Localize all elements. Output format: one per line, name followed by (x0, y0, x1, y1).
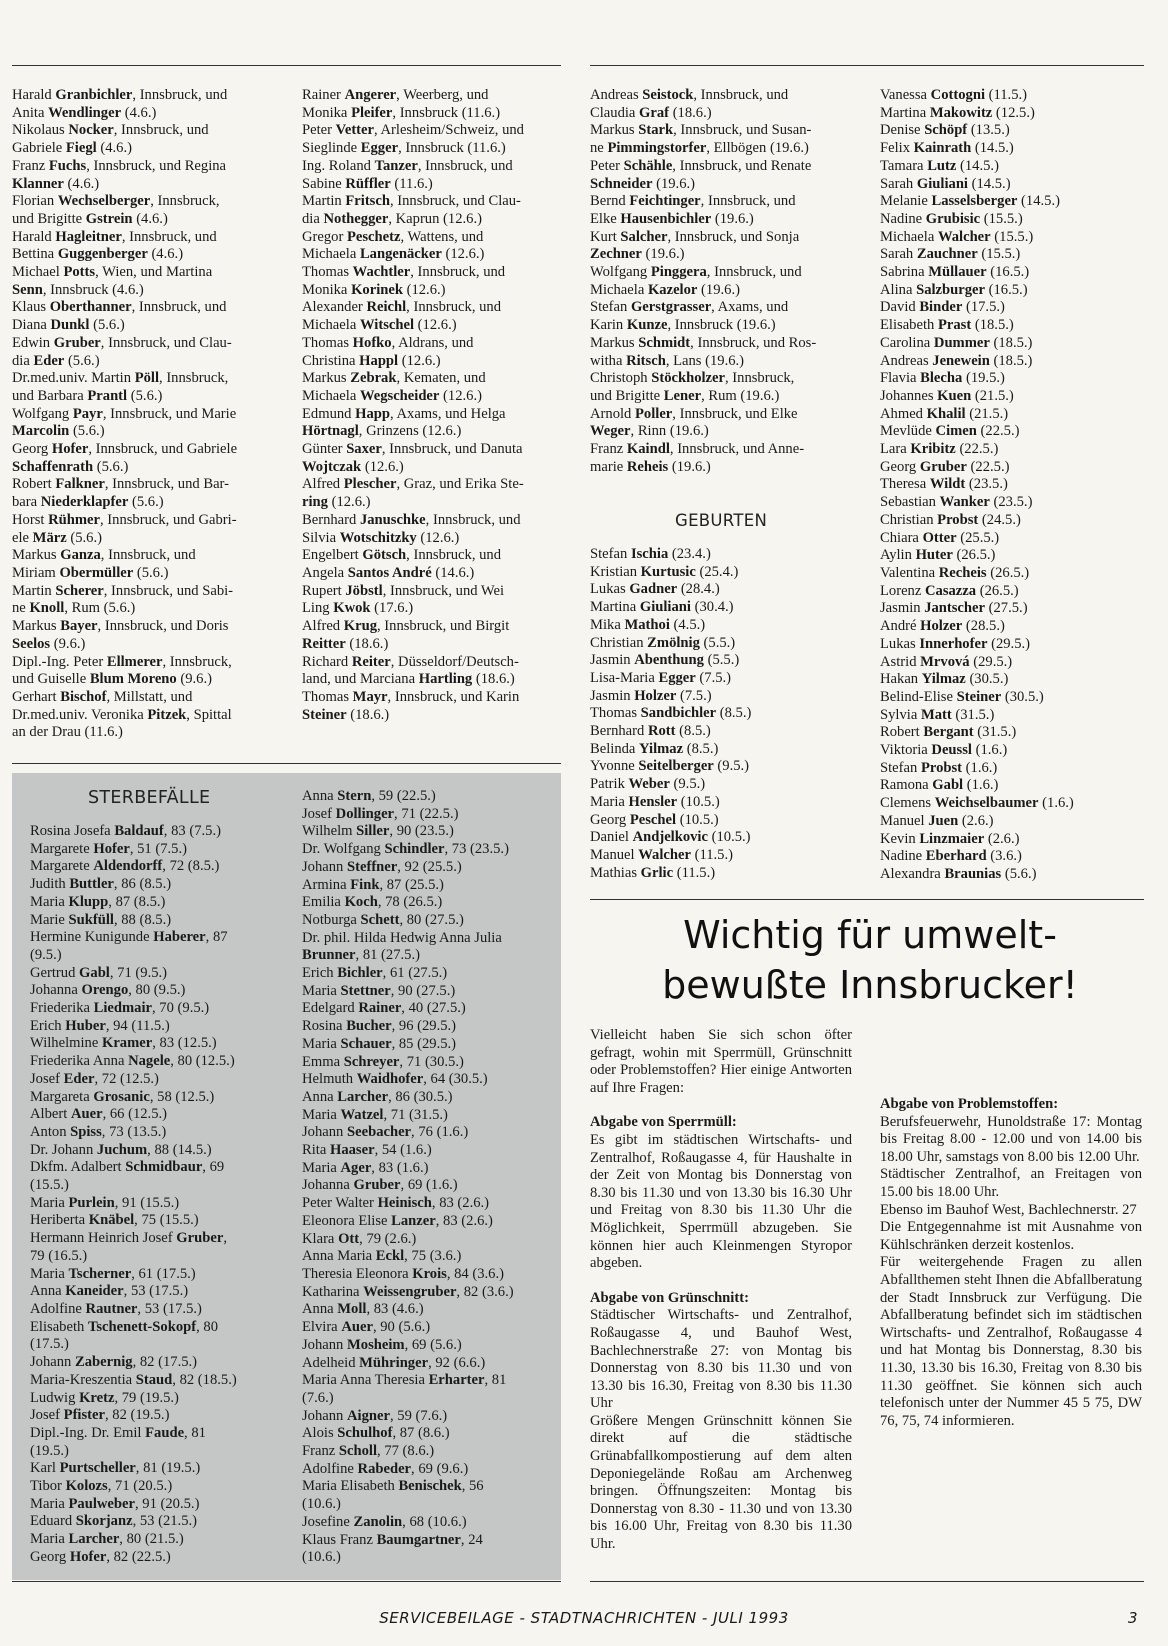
gruenschnitt-heading: Abgabe von Grünschnitt: (590, 1289, 749, 1306)
list-entry: Lukas Innerhofer (29.5.) (880, 635, 1030, 652)
list-entry: Dr. phil. Hilda Hedwig Anna Julia (302, 929, 502, 946)
top-rule-left (12, 65, 561, 66)
list-entry: Dipl.-Ing. Peter Ellmerer, Innsbruck, (12, 653, 232, 670)
list-entry: Diana Dunkl (5.6.) (12, 317, 125, 334)
list-entry: Tibor Kolozs, 71 (20.5.) (30, 1478, 173, 1495)
births-title: GEBURTEN (675, 511, 768, 530)
list-entry: ne Pimmingstorfer, Ellbögen (19.6.) (590, 140, 809, 157)
list-entry: Lara Kribitz (22.5.) (880, 441, 999, 458)
list-entry: Franz Kaindl, Innsbruck, und Anne- (590, 441, 805, 458)
list-entry: Georg Hofer, Innsbruck, und Gabriele (12, 441, 238, 458)
deaths-top-rule (12, 763, 561, 764)
list-entry: Wilhelm Siller, 90 (23.5.) (302, 823, 454, 840)
list-entry: Richard Reiter, Düsseldorf/Deutsch- (302, 653, 519, 670)
list-entry: Emma Schreyer, 71 (30.5.) (302, 1053, 464, 1070)
list-entry: Josef Dollinger, 71 (22.5.) (302, 805, 459, 822)
list-entry: Maria Stettner, 90 (27.5.) (302, 982, 456, 999)
list-entry: Johanna Orengo, 80 (9.5.) (30, 982, 186, 999)
list-entry: Marie Sukfüll, 88 (8.5.) (30, 911, 172, 928)
list-entry: André Holzer (28.5.) (880, 618, 1005, 635)
list-entry: Markus Ganza, Innsbruck, und (12, 547, 196, 564)
list-entry: (7.6.) (302, 1389, 334, 1406)
page-number: 3 (1128, 1609, 1138, 1627)
list-entry: Helmuth Waidhofer, 64 (30.5.) (302, 1071, 488, 1088)
list-entry: Franz Fuchs, Innsbruck, und Regina (12, 157, 227, 174)
list-entry: Klaus Franz Baumgartner, 24 (302, 1531, 483, 1548)
list-entry: Harald Hagleitner, Innsbruck, und (12, 228, 217, 245)
list-entry: Zechner (19.6.) (590, 246, 685, 263)
list-entry: Edelgard Rainer, 40 (27.5.) (302, 1000, 466, 1017)
list-entry: Edwin Gruber, Innsbruck, und Clau- (12, 334, 232, 351)
list-entry: Jasmin Holzer (7.5.) (590, 687, 712, 704)
list-entry: Christian Zmölnig (5.5.) (590, 634, 736, 651)
sperrmuell-heading: Abgabe von Sperrmüll: (590, 1114, 737, 1131)
list-entry: Vanessa Cottogni (11.5.) (880, 87, 1028, 103)
list-entry: Alina Salzburger (16.5.) (880, 281, 1028, 298)
list-entry: Lorenz Casazza (26.5.) (880, 582, 1019, 599)
list-entry: Maria-Kreszentia Staud, 82 (18.5.) (30, 1371, 237, 1388)
list-entry: Alexandra Braunias (5.6.) (880, 865, 1037, 882)
list-entry: Georg Gruber (22.5.) (880, 458, 1010, 475)
list-entry: Anna Kaneider, 53 (17.5.) (30, 1283, 189, 1300)
list-entry: Stefan Gerstgrasser, Axams, und (590, 299, 789, 316)
list-entry: Michaela Wegscheider (12.6.) (302, 387, 482, 404)
weddings-column-1 (12, 87, 277, 742)
list-entry: Hörtnagl, Grinzens (12.6.) (302, 423, 462, 440)
list-entry: Hermann Heinrich Josef Gruber, (30, 1230, 227, 1247)
list-entry: Silvia Wotschitzky (12.6.) (302, 529, 460, 546)
list-entry: Gabriele Fiegl (4.6.) (12, 140, 132, 157)
list-entry: Bernhard Januschke, Innsbruck, und (302, 511, 521, 528)
list-entry: Thomas Mayr, Innsbruck, und Karin (302, 688, 520, 705)
list-entry: Ling Kwok (17.6.) (302, 600, 414, 617)
list-entry: Michaela Witschel (12.6.) (302, 317, 457, 334)
list-entry: Ramona Gabl (1.6.) (880, 777, 999, 794)
list-entry: Erich Bichler, 61 (27.5.) (302, 965, 448, 982)
list-entry: Maria Tscherner, 61 (17.5.) (30, 1265, 196, 1282)
list-entry: Johann Steffner, 92 (25.5.) (302, 858, 462, 875)
list-entry: ele März (5.6.) (12, 529, 102, 546)
list-entry: ne Knoll, Rum (5.6.) (12, 600, 136, 617)
list-entry: Wojtczak (12.6.) (302, 458, 404, 475)
list-entry: Ahmed Khalil (21.5.) (880, 405, 1009, 422)
list-entry: und Brigitte Lener, Rum (19.6.) (590, 387, 780, 404)
list-entry: 79 (16.5.) (30, 1247, 88, 1264)
list-entry: Dkfm. Adalbert Schmidbaur, 69 (30, 1159, 225, 1176)
list-entry: Josef Eder, 72 (12.5.) (30, 1070, 159, 1087)
list-entry: Weger, Rinn (19.6.) (590, 423, 709, 440)
list-entry: Anna Moll, 83 (4.6.) (302, 1301, 424, 1318)
list-entry: Clemens Weichselbaumer (1.6.) (880, 795, 1074, 812)
list-entry: Gregor Peschetz, Wattens, und (302, 228, 484, 245)
list-entry: (10.6.) (302, 1496, 341, 1513)
list-entry: Angela Santos André (14.6.) (302, 564, 475, 581)
list-entry: Maria Schauer, 85 (29.5.) (302, 1035, 457, 1052)
list-entry: Belinda Yilmaz (8.5.) (590, 740, 719, 757)
list-entry: Alexander Reichl, Innsbruck, und (302, 299, 502, 316)
list-entry: Arnold Poller, Innsbruck, und Elke (590, 405, 798, 422)
list-entry: Margareta Grosanic, 58 (12.5.) (30, 1088, 215, 1105)
list-entry: Gertrud Gabl, 71 (9.5.) (30, 964, 168, 981)
weddings-column-3 (590, 87, 860, 476)
list-entry: Heriberta Knäbel, 75 (15.5.) (30, 1212, 199, 1229)
list-entry: Alfred Krug, Innsbruck, und Birgit (302, 618, 510, 635)
list-entry: ring (12.6.) (302, 494, 371, 511)
list-entry: Klaus Oberthanner, Innsbruck, und (12, 299, 227, 316)
list-entry: Martina Giuliani (30.4.) (590, 599, 734, 616)
list-entry: Reitter (18.6.) (302, 635, 389, 652)
list-entry: Peter Vetter, Arlesheim/Schweiz, und (302, 122, 524, 139)
list-entry: Wilhelmine Kramer, 83 (12.5.) (30, 1035, 217, 1052)
list-entry: und Barbara Prantl (5.6.) (12, 387, 163, 404)
list-entry: Sarah Zauchner (15.5.) (880, 246, 1021, 263)
list-entry: Ludwig Kretz, 79 (19.5.) (30, 1389, 179, 1406)
list-entry: Anton Spiss, 73 (13.5.) (30, 1123, 167, 1140)
list-entry: Mathias Grlic (11.5.) (590, 864, 716, 881)
list-entry: Thomas Sandbichler (8.5.) (590, 705, 752, 722)
list-entry: Maria Purlein, 91 (15.5.) (30, 1194, 180, 1211)
list-entry: Thomas Wachtler, Innsbruck, und (302, 264, 506, 281)
list-entry: Senn, Innsbruck (4.6.) (12, 281, 144, 298)
list-entry: Valentina Recheis (26.5.) (880, 564, 1030, 581)
list-entry: Judith Buttler, 86 (8.5.) (30, 876, 172, 893)
list-entry: Claudia Graf (18.6.) (590, 104, 712, 121)
list-entry: Johann Mosheim, 69 (5.6.) (302, 1336, 462, 1353)
list-entry: Elvira Auer, 90 (5.6.) (302, 1319, 431, 1336)
list-entry: Emilia Koch, 78 (26.5.) (302, 894, 443, 911)
list-entry: Edmund Happ, Axams, und Helga (302, 405, 506, 422)
list-entry: Markus Bayer, Innsbruck, und Doris (12, 618, 229, 635)
list-entry: Armina Fink, 87 (25.5.) (302, 876, 444, 893)
list-entry: Maria Paulweber, 91 (20.5.) (30, 1495, 200, 1512)
list-entry: Wolfgang Pinggera, Innsbruck, und (590, 264, 802, 281)
list-entry: Seelos (9.6.) (12, 635, 86, 652)
list-entry: Maria Hensler (10.5.) (590, 793, 720, 810)
list-entry: Sabine Rüffler (11.6.) (302, 175, 433, 192)
list-entry: Maria Watzel, 71 (31.5.) (302, 1106, 448, 1123)
gruenschnitt-text-2: Größere Mengen Grünschnitt können Sie direkt auf die städtische Grünabfallkompostierung auf dem alten Deponiegelände Roßau am Archenweg bringen. Öffnungszeiten: Montag bis Donnerstag von 8.30 - 11.30 und von 13.30 bis 16.00 Uhr, Freitag von 8.30 bis 11.30 Uhr. (590, 1412, 852, 1553)
list-entry: Ing. Roland Tanzer, Innsbruck, und (302, 157, 513, 174)
list-entry: Lisa-Maria Egger (7.5.) (590, 669, 732, 686)
list-entry: Maria Larcher, 80 (21.5.) (30, 1531, 184, 1548)
list-entry: Denise Schöpf (13.5.) (880, 122, 1010, 139)
list-entry: Sabrina Müllauer (16.5.) (880, 264, 1030, 281)
weddings-column-2 (302, 87, 562, 724)
list-entry: Dr.med.univ. Veronika Pitzek, Spittal (12, 706, 232, 723)
list-entry: David Binder (17.5.) (880, 299, 1005, 316)
article-intro: Vielleicht haben Sie sich schon öfter gefragt, wohin mit Sperrmüll, Grünschnitt oder Problemstoffen? Hier einige Antworten auf Ihre Fragen: (590, 1027, 852, 1096)
list-entry: Albert Auer, 66 (12.5.) (30, 1106, 168, 1123)
list-entry: Manuel Juen (2.6.) (880, 812, 994, 829)
list-entry: Monika Korinek (12.6.) (302, 281, 446, 298)
list-entry: Kristian Kurtusic (25.4.) (590, 563, 739, 580)
list-entry: Stefan Ischia (23.4.) (590, 546, 711, 562)
list-entry: Rita Haaser, 54 (1.6.) (302, 1142, 432, 1159)
problemstoffe-heading: Abgabe von Problemstoffen: (880, 1096, 1059, 1112)
list-entry: Robert Falkner, Innsbruck, und Bar- (12, 476, 229, 493)
list-entry: Flavia Blecha (19.5.) (880, 370, 1005, 387)
list-entry: Manuel Walcher (11.5.) (590, 846, 733, 863)
list-entry: Günter Saxer, Innsbruck, und Danuta (302, 441, 523, 458)
list-entry: Friederika Anna Nagele, 80 (12.5.) (30, 1053, 235, 1070)
list-entry: Sarah Giuliani (14.5.) (880, 175, 1011, 192)
list-entry: Notburga Schett, 80 (27.5.) (302, 911, 464, 928)
list-entry: Hakan Yilmaz (30.5.) (880, 671, 1009, 688)
list-entry: Horst Rühmer, Innsbruck, und Gabri- (12, 511, 237, 528)
list-entry: Andreas Jenewein (18.5.) (880, 352, 1033, 369)
list-entry: Josefine Zanolin, 68 (10.6.) (302, 1513, 467, 1530)
list-entry: Johanna Gruber, 69 (1.6.) (302, 1177, 458, 1194)
list-entry: Steiner (18.6.) (302, 706, 390, 723)
list-entry: Theresia Eleonora Krois, 84 (3.6.) (302, 1265, 504, 1282)
list-entry: Aylin Huter (26.5.) (880, 547, 996, 564)
list-entry: Chiara Otter (25.5.) (880, 529, 1000, 546)
list-entry: Eduard Skorjanz, 53 (21.5.) (30, 1513, 198, 1530)
list-entry: Dr. Johann Juchum, 88 (14.5.) (30, 1141, 212, 1158)
bottom-rule-right (590, 1581, 1144, 1582)
footer-text: SERVICEBEILAGE - STADTNACHRICHTEN - JULI 1993 (379, 1609, 789, 1627)
list-entry: Harald Granbichler, Innsbruck, und (12, 87, 228, 103)
list-entry: Erich Huber, 94 (11.5.) (30, 1017, 170, 1034)
list-entry: Miriam Obermüller (5.6.) (12, 564, 169, 581)
headline-line-2: bewußte Innsbrucker! (662, 963, 1078, 1007)
list-entry: Margarete Hofer, 51 (7.5.) (30, 840, 187, 857)
list-entry: Sebastian Wanker (23.5.) (880, 494, 1033, 511)
list-entry: Andreas Seistock, Innsbruck, und (590, 87, 789, 103)
deaths-column-2 (302, 788, 562, 1567)
list-entry: (17.5.) (30, 1336, 69, 1353)
list-entry: Anna Larcher, 86 (30.5.) (302, 1088, 453, 1105)
list-entry: Christoph Stöckholzer, Innsbruck, (590, 370, 795, 387)
list-entry: witha Ritsch, Lans (19.6.) (590, 352, 745, 369)
list-entry: Michael Potts, Wien, und Martina (12, 264, 213, 281)
list-entry: Daniel Andjelkovic (10.5.) (590, 829, 751, 846)
list-entry: Bernhard Rott (8.5.) (590, 723, 711, 740)
list-entry: Anna Stern, 59 (22.5.) (302, 788, 436, 804)
list-entry: Jasmin Abenthung (5.5.) (590, 652, 740, 669)
list-entry: Markus Schmidt, Innsbruck, und Ros- (590, 334, 817, 351)
list-entry: Bernd Feichtinger, Innsbruck, und (590, 193, 796, 210)
list-entry: dia Nothegger, Kaprun (12.6.) (302, 210, 482, 227)
problem-intro-spacer (880, 1027, 1142, 1079)
deaths-title: STERBEFÄLLE (88, 788, 211, 808)
list-entry: Eleonora Elise Lanzer, 83 (2.6.) (302, 1212, 493, 1229)
headline-line-1: Wichtig für umwelt- (683, 913, 1057, 957)
list-entry: Johannes Kuen (21.5.) (880, 387, 1014, 404)
list-entry: Martin Scherer, Innsbruck, und Sabi- (12, 582, 234, 599)
list-entry: Patrik Weber (9.5.) (590, 776, 706, 793)
list-entry: Adelheid Mühringer, 92 (6.6.) (302, 1354, 486, 1371)
list-entry: Schaffenrath (5.6.) (12, 458, 129, 475)
list-entry: Bettina Guggenberger (4.6.) (12, 246, 184, 263)
list-entry: Martina Makowitz (12.5.) (880, 104, 1035, 121)
list-entry: Gerhart Bischof, Millstatt, und (12, 688, 193, 705)
list-entry: Brunner, 81 (27.5.) (302, 947, 420, 964)
list-entry: Rosina Bucher, 96 (29.5.) (302, 1018, 457, 1035)
list-entry: Georg Hofer, 82 (22.5.) (30, 1548, 171, 1565)
list-entry: Klara Ott, 79 (2.6.) (302, 1230, 417, 1247)
list-entry: Theresa Wildt (23.5.) (880, 476, 1008, 493)
list-entry: Markus Stark, Innsbruck, und Susan- (590, 122, 812, 139)
list-entry: (9.5.) (30, 946, 62, 963)
list-entry: Karl Purtscheller, 81 (19.5.) (30, 1460, 201, 1477)
list-entry: Sylvia Matt (31.5.) (880, 706, 995, 723)
list-entry: Johann Seebacher, 76 (1.6.) (302, 1124, 469, 1141)
problemstoffe-text-5: Für weitergehende Fragen zu allen Abfallthemen steht Ihnen die Abfallberatung der Stadt Innsbruck zur Verfügung. Die Abfallberatung befindet sich im städtischen Wirtschafts- und Zentralhof, Roßaugasse 4 und hat Montag bis Donnerstag, 8.30 bis 11.30, 13.30 bis 16.30, Freitag von 8.30 bis 11.30 geöffnet. Sie können sich auch telefonisch unter der Nummer 45 5 75, DW 76, 75, 74 informieren. (880, 1254, 1142, 1429)
list-entry: Mika Mathoi (4.5.) (590, 616, 706, 633)
list-entry: Alois Schulhof, 87 (8.6.) (302, 1425, 450, 1442)
list-entry: marie Reheis (19.6.) (590, 458, 711, 475)
list-entry: Elisabeth Tschenett-Sokopf, 80 (30, 1318, 218, 1335)
list-entry: Rupert Jöbstl, Innsbruck, und Wei (302, 582, 505, 599)
list-entry: Adolfine Rabeder, 69 (9.6.) (302, 1460, 469, 1477)
list-entry: Tamara Lutz (14.5.) (880, 157, 999, 174)
births-column-2 (880, 87, 1150, 884)
list-entry: Karin Kunze, Innsbruck (19.6.) (590, 317, 776, 334)
list-entry: Katharina Weissengruber, 82 (3.6.) (302, 1283, 514, 1300)
deaths-column-1 (30, 823, 295, 1567)
problemstoffe-text-4: Die Entgegennahme ist mit Ausnahme von Kühlschränken derzeit kostenlos. (880, 1219, 1142, 1253)
top-rule-right (590, 65, 1144, 66)
list-entry: Josef Pfister, 82 (19.5.) (30, 1407, 170, 1424)
list-entry: dia Eder (5.6.) (12, 352, 100, 369)
list-entry: Maria Anna Theresia Erharter, 81 (302, 1372, 507, 1389)
problemstoffe-text-3: Ebenso im Bauhof West, Bachlechnerstr. 27 (880, 1201, 1137, 1218)
list-entry: Astrid Mrvová (29.5.) (880, 653, 1013, 670)
list-entry: (19.5.) (30, 1442, 69, 1459)
list-entry: Dr.med.univ. Martin Pöll, Innsbruck, (12, 370, 229, 387)
list-entry: (10.6.) (302, 1549, 341, 1566)
list-entry: land, und Marciana Hartling (18.6.) (302, 671, 515, 688)
list-entry: bara Niederklapfer (5.6.) (12, 494, 164, 511)
list-entry: Elisabeth Prast (18.5.) (880, 317, 1014, 334)
list-entry: Nadine Eberhard (3.6.) (880, 848, 1022, 865)
list-entry: Monika Pleifer, Innsbruck (11.6.) (302, 104, 501, 121)
article-headline (590, 910, 1150, 1010)
list-entry: Dipl.-Ing. Dr. Emil Faude, 81 (30, 1424, 206, 1441)
list-entry: und Brigitte Gstrein (4.6.) (12, 210, 168, 227)
list-entry: Nikolaus Nocker, Innsbruck, und (12, 122, 209, 139)
list-entry: Christina Happl (12.6.) (302, 352, 441, 369)
births-column-1 (590, 546, 860, 882)
list-entry: Friederika Liedmair, 70 (9.5.) (30, 1000, 210, 1017)
list-entry: Michaela Kazelor (19.6.) (590, 281, 740, 298)
list-entry: Hermine Kunigunde Haberer, 87 (30, 929, 228, 946)
list-entry: Dr. Wolfgang Schindler, 73 (23.5.) (302, 841, 509, 858)
list-entry: Christian Probst (24.5.) (880, 511, 1021, 528)
list-entry: Engelbert Götsch, Innsbruck, und (302, 547, 502, 564)
list-entry: Belind-Elise Steiner (30.5.) (880, 688, 1044, 705)
list-entry: Anita Wendlinger (4.6.) (12, 104, 157, 121)
problemstoffe-text-1: Berufsfeuerwehr, Hunoldstraße 17: Montag bis Freitag 8.00 - 12.00 und von 14.00 bis 18.00 Uhr, samstags von 8.00 bis 12.00 Uhr. (880, 1113, 1142, 1165)
list-entry: Florian Wechselberger, Innsbruck, (12, 193, 220, 210)
list-entry: (15.5.) (30, 1177, 69, 1194)
list-entry: Maria Klupp, 87 (8.5.) (30, 893, 166, 910)
list-entry: Carolina Dummer (18.5.) (880, 334, 1033, 351)
list-entry: Felix Kainrath (14.5.) (880, 140, 1014, 157)
list-entry: Mevlüde Cimen (22.5.) (880, 423, 1020, 440)
problemstoffe-text-2: Städtischer Zentralhof, an Freitagen von 15.00 bis 18.00 Uhr. (880, 1166, 1142, 1200)
list-entry: Johann Zabernig, 82 (17.5.) (30, 1354, 198, 1371)
article-column-1 (590, 1027, 852, 1554)
list-entry: Michaela Walcher (15.5.) (880, 228, 1034, 245)
list-entry: Nadine Grubisic (15.5.) (880, 210, 1023, 227)
list-entry: Margarete Aldendorff, 72 (8.5.) (30, 858, 220, 875)
list-entry: Adolfine Rautner, 53 (17.5.) (30, 1300, 202, 1317)
list-entry: Thomas Hofko, Aldrans, und (302, 334, 474, 351)
list-entry: Anna Maria Eckl, 75 (3.6.) (302, 1248, 462, 1265)
list-entry: Michaela Langenäcker (12.6.) (302, 246, 485, 263)
list-entry: Georg Peschel (10.5.) (590, 811, 719, 828)
list-entry: Melanie Lasselsberger (14.5.) (880, 193, 1060, 210)
list-entry: Klanner (4.6.) (12, 175, 100, 192)
list-entry: Rainer Angerer, Weerberg, und (302, 87, 489, 103)
article-top-rule (590, 899, 1144, 900)
list-entry: Peter Walter Heinisch, 83 (2.6.) (302, 1195, 490, 1212)
list-entry: Elke Hausenbichler (19.6.) (590, 210, 754, 227)
list-entry: Lukas Gadner (28.4.) (590, 581, 720, 598)
list-entry: Franz Scholl, 77 (8.6.) (302, 1443, 435, 1460)
list-entry: Jasmin Jantscher (27.5.) (880, 600, 1028, 617)
list-entry: Kevin Linzmaier (2.6.) (880, 830, 1020, 847)
list-entry: Alfred Plescher, Graz, und Erika Ste- (302, 476, 524, 493)
bottom-rule-left (12, 1581, 561, 1582)
list-entry: Sieglinde Egger, Innsbruck (11.6.) (302, 140, 506, 157)
list-entry: an der Drau (11.6.) (12, 724, 123, 741)
list-entry: Marcolin (5.6.) (12, 423, 105, 440)
list-entry: Kurt Salcher, Innsbruck, und Sonja (590, 228, 800, 245)
list-entry: Schneider (19.6.) (590, 175, 695, 192)
list-entry: Viktoria Deussl (1.6.) (880, 742, 1008, 759)
list-entry: Robert Bergant (31.5.) (880, 724, 1017, 741)
list-entry: Johann Aigner, 59 (7.6.) (302, 1407, 448, 1424)
list-entry: Stefan Probst (1.6.) (880, 759, 998, 776)
list-entry: Martin Fritsch, Innsbruck, und Clau- (302, 193, 521, 210)
list-entry: Wolfgang Payr, Innsbruck, und Marie (12, 405, 237, 422)
list-entry: Rosina Josefa Baldauf, 83 (7.5.) (30, 823, 221, 839)
sperrmuell-text: Es gibt im städtischen Wirtschafts- und Zentralhof, Roßaugasse 4, für Haushalte in der Zeit von Montag bis Donnerstag von 8.30 bis 11.30 und von 13.30 bis 16.30 Uhr und Freitag von 8.30 bis 11.30 Uhr die Möglichkeit, Sperrmüll abzugeben. Sie können hier auch Kleinmengen Styropor abgeben. (590, 1131, 852, 1272)
list-entry: Maria Elisabeth Benischek, 56 (302, 1478, 484, 1495)
gruenschnitt-text-1: Städtischer Wirtschafts- und Zentralhof, Roßaugasse 4, und Bauhof West, Bachlechnerstraße 27: von Montag bis Donnerstag von 8.30 bis 11.30 und von 13.30 bis 16.30, Freitag von 8.30 bis 11.30 Uhr (590, 1307, 852, 1412)
list-entry: Peter Schähle, Innsbruck, und Renate (590, 157, 812, 174)
list-entry: und Guiselle Blum Moreno (9.6.) (12, 671, 212, 688)
list-entry: Maria Ager, 83 (1.6.) (302, 1159, 429, 1176)
article-column-2 (880, 1027, 1142, 1430)
list-entry: Markus Zebrak, Kematen, und (302, 370, 486, 387)
list-entry: Yvonne Seitelberger (9.5.) (590, 758, 750, 775)
